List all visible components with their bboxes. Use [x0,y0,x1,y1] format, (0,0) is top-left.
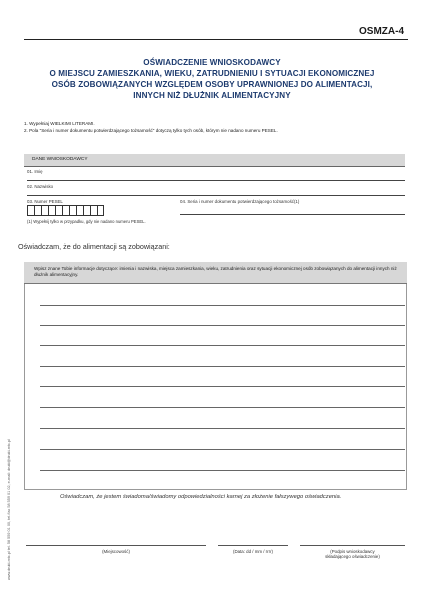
obligors-box-instruction: Wpisz znane Tobie informacje dotyczące: imienia i nazwiska, miejsca zamieszkania, wieku, zatrudnienia oraz sytuacji ekonomicznej osób zobowiązanych do alimentacji innych niż dłużnik alimentacyjny. [34,266,397,278]
section-header-label: DANE WNIOSKODAWCY [32,157,88,162]
section-header [24,154,405,167]
form-code: OSMZA-4 [359,26,404,37]
title-line: OŚWIADCZENIE WNIOSKODAWCY [143,58,281,67]
writing-line[interactable] [40,325,405,326]
writing-line[interactable] [40,428,405,429]
writing-line[interactable] [40,345,405,346]
signature-label [300,549,405,559]
signature-label-line: (Podpis wnioskodawcy [330,549,375,554]
title-line: OSÓB ZOBOWIĄZANYCH WZGLĘDEM OSOBY UPRAWNIONEJ DO ALIMENTACJI, [51,80,373,89]
signature-field[interactable] [300,545,405,546]
writing-line[interactable] [40,305,405,306]
field-label-surname: 02. Nazwisko [27,184,54,189]
writing-line[interactable] [40,386,405,387]
field-label-first-name: 01. Imię [27,169,43,174]
form-title [40,57,384,101]
first-name-field[interactable] [27,180,405,181]
side-publisher-text [7,430,17,580]
field-label-pesel: 03. Numer PESEL [27,199,63,204]
title-line: INNYCH NIŻ DŁUŻNIK ALIMENTACYJNY [133,91,291,100]
instruction-item: 2. Pola "Seria i numer dokumentu potwierdzającego tożsamość" dotyczą tylko tych osób, którym nie nadano numeru PESEL. [24,127,278,133]
title-line: O MIEJSCU ZAMIESZKANIA, WIEKU, ZATRUDNIENIU I SYTUACJI EKONOMICZNEJ [49,69,375,78]
obligors-box[interactable] [24,262,407,490]
place-label: (Miejscowość) [102,549,130,554]
pesel-input[interactable] [27,205,104,216]
writing-line[interactable] [40,366,405,367]
place-field[interactable] [26,545,206,546]
obligors-box-header [24,262,407,284]
oath-statement: Oświadczam, że jestem świadoma/świadomy odpowiedzialności karnej za złożenie fałszywego oświadczenia. [60,494,342,500]
writing-line[interactable] [40,449,405,450]
date-field[interactable] [218,545,288,546]
field-label-id-document: 04. Seria i numer dokumentu potwierdzającego tożsamość(1) [180,199,300,204]
id-document-field[interactable] [180,214,405,215]
declaration-heading: Oświadczam, że do alimentacji są zobowiązani: [18,242,170,251]
instructions [24,121,278,134]
header-rule [24,39,408,40]
writing-line[interactable] [40,407,405,408]
side-publisher-label: www.druki-mtx.pl tel. 58 559 01 00, tel./fax 58 559 01 02, e-mail: druki@druki-mtx.pl [7,439,11,580]
writing-line[interactable] [40,470,405,471]
instruction-item: 1. Wypełniaj WIELKIMI LITERAMI. [24,121,95,126]
date-label: (Data: dd / mm / rrrr) [232,549,273,554]
signature-label-line: składającego oświadczenie) [325,554,380,559]
surname-field[interactable] [27,195,405,196]
section-footnote: (1) Wypełnij tylko w przypadku, gdy nie nadano numeru PESEL. [27,219,146,224]
